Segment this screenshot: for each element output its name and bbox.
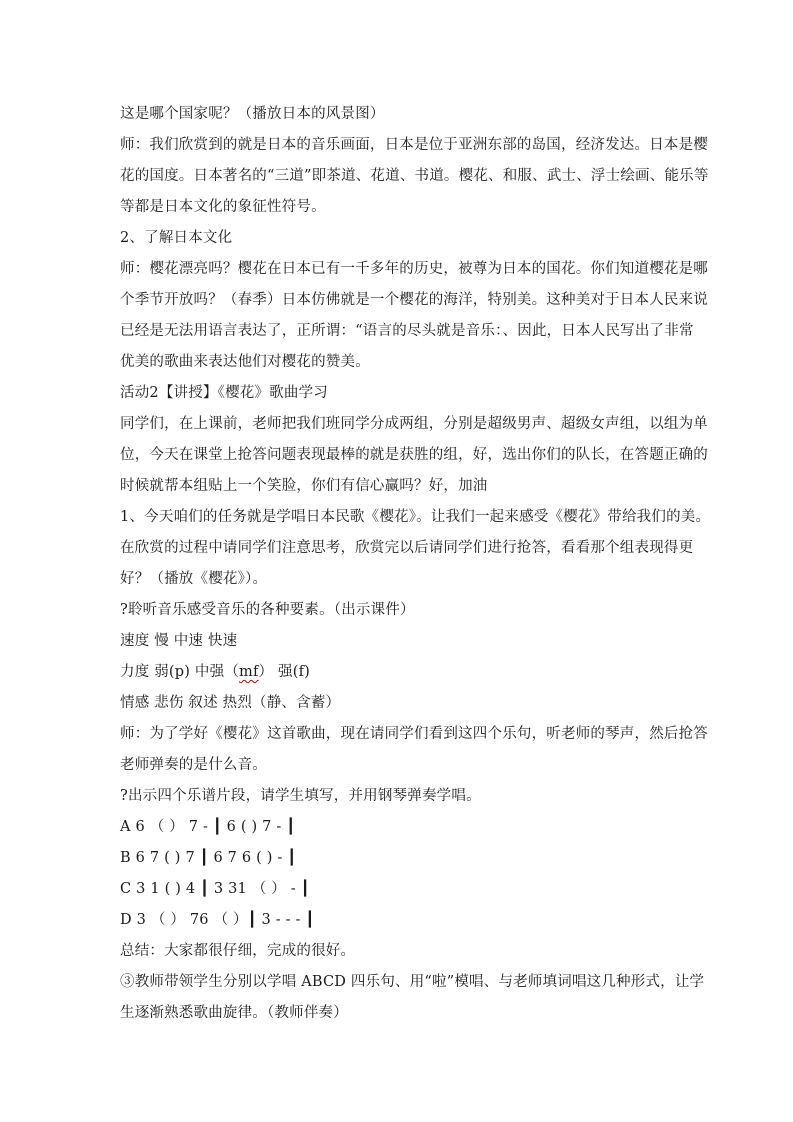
text-line: 情感 悲伤 叙述 热烈（静、含蓄） [120, 695, 341, 711]
text-line: ?出示四个乐谱片段，请学生填写，并用钢琴弹奏学唱。 [120, 788, 481, 804]
notation-line: C 3 1 ( ) 4 ┃ 3 31 （ ） - ┃ [120, 881, 310, 897]
text-line: 已经是无法用语言表达了，正所谓：“语言的尽头就是音乐：、因此，日本人民写出了非常 [120, 323, 694, 339]
text-line: 同学们，在上课前，老师把我们班同学分成两组，分别是超级男声、超级女声组，以组为单 [120, 416, 708, 432]
text-line: 好？（播放《樱花》）。 [120, 571, 268, 587]
text-segment: 力度 弱(p) 中强（ [120, 664, 240, 680]
text-line: 生逐渐熟悉歌曲旋律。（教师伴奏） [120, 1005, 348, 1021]
text-line: 等都是日本文化的象征性符号。 [120, 199, 326, 215]
text-line: 个季节开放吗？（春季）日本仿佛就是一个樱花的海洋，特别美。这种美对于日本人民来说 [120, 292, 708, 308]
text-line: 总结：大家都很仔细，完成的很好。 [120, 943, 356, 959]
text-line: 优美的歌曲来表达他们对樱花的赞美。 [120, 354, 370, 370]
section-heading: 活动2【讲授】《樱花》歌曲学习 [120, 385, 328, 401]
text-line: 师：为了学好《樱花》这首歌曲，现在请同学们看到这四个乐句，听老师的琴声，然后抢答 [120, 726, 708, 742]
text-line: ③教师带领学生分别以学唱 ABCD 四乐句、用“啦”模唱、与老师填词唱这几种形式，让学 [120, 974, 705, 990]
text-line: 师：我们欣赏到的就是日本的音乐画面，日本是位于亚洲东部的岛国，经济发达。日本是樱 [120, 137, 708, 153]
text-segment: ） 强(f) [258, 664, 311, 680]
text-line: 在欣赏的过程中请同学们注意思考，欣赏完以后请同学们进行抢答，看看那个组表现得更 [120, 540, 694, 556]
text-line: 老师弹奏的是什么音。 [120, 757, 267, 773]
text-line: 位，今天在课堂上抢答问题表现最棒的就是获胜的组，好，选出你们的队长，在答题正确的 [120, 447, 708, 463]
text-line: 速度 慢 中速 快速 [120, 633, 238, 649]
text-line: 这是哪个国家呢？（播放日本的风景图） [120, 106, 385, 122]
text-line: 师：樱花漂亮吗？樱花在日本已有一千多年的历史，被尊为日本的国花。你们知道樱花是哪 [120, 261, 708, 277]
text-line: ?聆听音乐感受音乐的各种要素。（出示课件） [120, 602, 415, 618]
text-line: 1、今天咱们的任务就是学唱日本民歌《樱花》。让我们一起来感受《樱花》带给我们的美。 [120, 509, 711, 525]
notation-line: A 6 （ ） 7 - ┃ 6 ( ) 7 - ┃ [120, 819, 296, 835]
spellcheck-marked-word: mf [239, 664, 259, 680]
text-line: 花的国度。日本著名的“三道”即茶道、花道、书道。樱花、和服、武士、浮士绘画、能乐等 [120, 168, 709, 184]
text-line [120, 662, 310, 682]
notation-line: B 6 7 ( ) 7 ┃ 6 7 6 ( ) - ┃ [120, 850, 297, 866]
section-heading: 2、了解日本文化 [120, 230, 233, 246]
text-line: 时候就帮本组贴上一个笑脸，你们有信心赢吗？好，加油 [120, 478, 488, 494]
notation-line: D 3 （ ） 76 （ ）┃ 3 - - - ┃ [120, 912, 315, 928]
